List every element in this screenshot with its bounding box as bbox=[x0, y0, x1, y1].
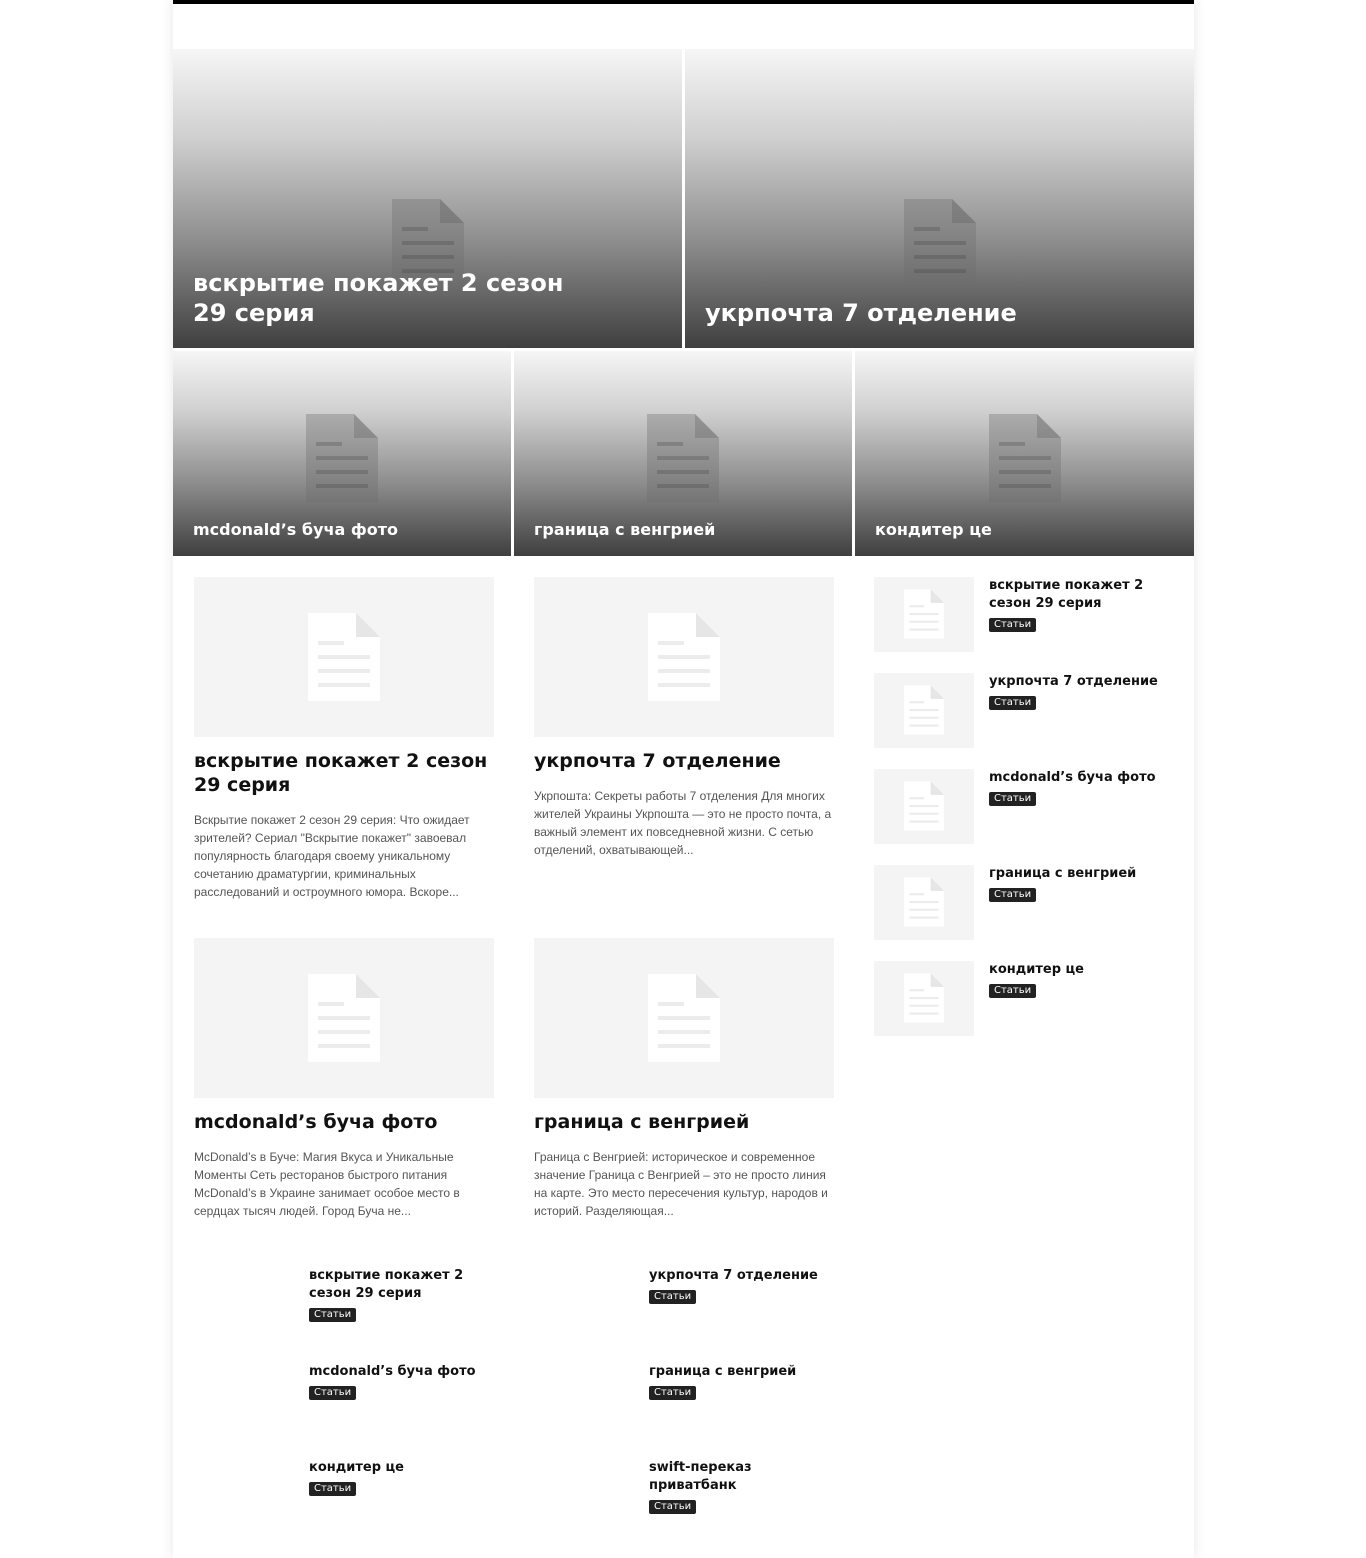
category-badge[interactable]: Статьи bbox=[989, 888, 1036, 902]
hero-title[interactable]: укрпочта 7 отделение bbox=[705, 299, 1017, 327]
post-title[interactable]: mcdonald’s буча фото bbox=[194, 1111, 438, 1133]
category-badge[interactable]: Статьи bbox=[309, 1482, 356, 1496]
bottom-list-item bbox=[534, 1459, 834, 1534]
document-placeholder-icon bbox=[308, 974, 380, 1062]
document-placeholder-icon bbox=[306, 414, 378, 506]
hero-tile-5[interactable] bbox=[855, 351, 1194, 556]
bottom-item-title[interactable]: mcdonald’s буча фото bbox=[309, 1364, 476, 1379]
document-placeholder-icon bbox=[648, 613, 720, 701]
hero-title[interactable]: mcdonald’s буча фото bbox=[193, 520, 398, 539]
document-placeholder-icon bbox=[308, 613, 380, 701]
bottom-list-item bbox=[534, 1267, 834, 1342]
sidebar-item-title[interactable]: вскрытие покажет 2 сезон 29 серия bbox=[989, 578, 1144, 611]
hero-tile-4[interactable] bbox=[514, 351, 852, 556]
hero-tile-1[interactable] bbox=[173, 49, 682, 348]
document-placeholder-icon bbox=[904, 781, 944, 831]
category-badge[interactable]: Статьи bbox=[989, 984, 1036, 998]
post-excerpt: Граница с Венгрией: историческое и современное значение Граница с Венгрией – это не просто линия на карте. Это место пересечения культур, народов и историй. Разделяющая... bbox=[534, 1150, 828, 1218]
document-placeholder-icon bbox=[904, 589, 944, 639]
top-bar bbox=[173, 0, 1194, 4]
post-card bbox=[194, 938, 494, 1220]
hero-tile-2[interactable] bbox=[685, 49, 1194, 348]
post-excerpt: McDonald’s в Буче: Магия Вкуса и Уникальные Моменты Сеть ресторанов быстрого питания McDonald’s в Украине занимает особое место в сердцах тысяч людей. Город Буча не... bbox=[194, 1150, 460, 1218]
document-placeholder-icon bbox=[904, 199, 976, 291]
bottom-list-item bbox=[534, 1363, 834, 1438]
post-thumbnail[interactable] bbox=[194, 577, 494, 737]
bottom-list-item bbox=[194, 1363, 494, 1438]
bottom-list-item bbox=[194, 1267, 494, 1342]
bottom-item-title[interactable]: вскрытие покажет 2 сезон 29 серия bbox=[309, 1268, 464, 1301]
sidebar-item bbox=[874, 577, 1174, 652]
category-badge[interactable]: Статьи bbox=[989, 792, 1036, 806]
sidebar-item bbox=[874, 961, 1174, 1036]
sidebar-item bbox=[874, 769, 1174, 844]
category-badge[interactable]: Статьи bbox=[649, 1500, 696, 1514]
bottom-list-item bbox=[194, 1459, 494, 1534]
document-placeholder-icon bbox=[647, 414, 719, 506]
category-badge[interactable]: Статьи bbox=[989, 696, 1036, 710]
post-thumbnail[interactable] bbox=[534, 938, 834, 1098]
bottom-item-title[interactable]: укрпочта 7 отделение bbox=[649, 1268, 818, 1283]
sidebar-item bbox=[874, 865, 1174, 940]
document-placeholder-icon bbox=[904, 877, 944, 927]
bottom-item-title[interactable]: граница с венгрией bbox=[649, 1364, 797, 1379]
document-placeholder-icon bbox=[989, 414, 1061, 506]
sidebar-thumbnail[interactable] bbox=[874, 865, 974, 940]
category-badge[interactable]: Статьи bbox=[649, 1290, 696, 1304]
hero-title[interactable]: граница с венгрией bbox=[534, 520, 716, 539]
post-excerpt: Вскрытие покажет 2 сезон 29 серия: Что ожидает зрителей? Сериал "Вскрытие покажет" завоевал популярность благодаря своему уникальному сочетанию драматургии, криминальных расследований и остроумного юмора. Вскоре... bbox=[194, 813, 470, 899]
post-title[interactable]: граница с венгрией bbox=[534, 1111, 750, 1133]
sidebar-thumbnail[interactable] bbox=[874, 769, 974, 844]
document-placeholder-icon bbox=[648, 974, 720, 1062]
bottom-item-title[interactable]: swift-переказ приватбанк bbox=[649, 1460, 752, 1493]
document-placeholder-icon bbox=[904, 973, 944, 1023]
document-placeholder-icon bbox=[904, 685, 944, 735]
sidebar-item-title[interactable]: граница с венгрией bbox=[989, 866, 1137, 881]
sidebar-item-title[interactable]: укрпочта 7 отделение bbox=[989, 674, 1158, 689]
hero-tile-3[interactable] bbox=[173, 351, 511, 556]
sidebar-item bbox=[874, 673, 1174, 748]
post-thumbnail[interactable] bbox=[534, 577, 834, 737]
post-excerpt: Укрпошта: Секреты работы 7 отделения Для многих жителей Украины Укрпошта — это не просто почта, а важный элемент их повседневной жизни. С сетью отделений, охватывающей... bbox=[534, 789, 832, 857]
hero-title[interactable]: кондитер це bbox=[875, 520, 992, 539]
category-badge[interactable]: Статьи bbox=[989, 618, 1036, 632]
post-title[interactable]: вскрытие покажет 2 сезон 29 серия bbox=[194, 750, 488, 796]
sidebar-thumbnail[interactable] bbox=[874, 961, 974, 1036]
category-badge[interactable]: Статьи bbox=[649, 1386, 696, 1400]
sidebar-item-title[interactable]: кондитер це bbox=[989, 962, 1084, 977]
sidebar-item-title[interactable]: mcdonald’s буча фото bbox=[989, 770, 1156, 785]
bottom-item-title[interactable]: кондитер це bbox=[309, 1460, 404, 1475]
post-card bbox=[194, 577, 494, 901]
post-title[interactable]: укрпочта 7 отделение bbox=[534, 750, 781, 772]
category-badge[interactable]: Статьи bbox=[309, 1308, 356, 1322]
page-container bbox=[173, 0, 1194, 1558]
post-thumbnail[interactable] bbox=[194, 938, 494, 1098]
category-badge[interactable]: Статьи bbox=[309, 1386, 356, 1400]
post-card bbox=[534, 577, 834, 859]
hero-title[interactable]: вскрытие покажет 2 сезон 29 серия bbox=[193, 269, 564, 327]
sidebar-thumbnail[interactable] bbox=[874, 673, 974, 748]
post-card bbox=[534, 938, 834, 1220]
sidebar-thumbnail[interactable] bbox=[874, 577, 974, 652]
